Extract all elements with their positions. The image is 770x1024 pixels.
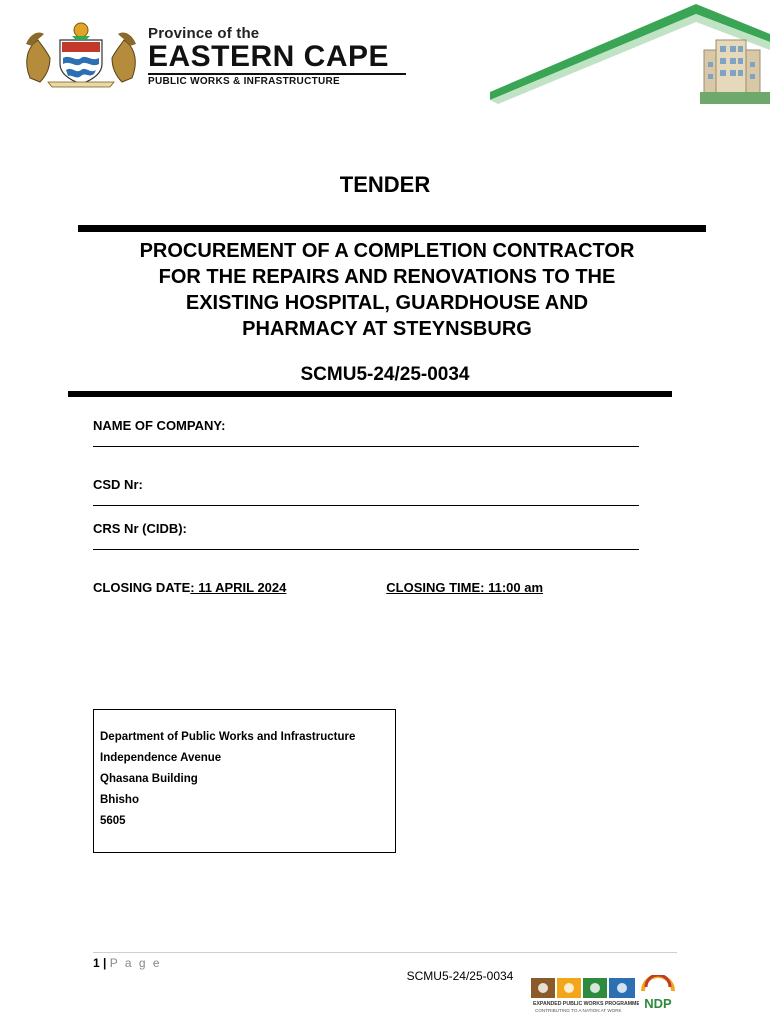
epwp-text: EXPANDED PUBLIC WORKS PROGRAMME bbox=[533, 1001, 639, 1007]
address-line: 5605 bbox=[100, 815, 126, 827]
title-rule-top bbox=[78, 225, 706, 232]
coat-of-arms-icon bbox=[20, 18, 142, 88]
address-line: Qhasana Building bbox=[100, 773, 198, 785]
company-name-label: NAME OF COMPANY: bbox=[93, 418, 226, 433]
province-line: Province of the bbox=[148, 25, 260, 42]
organisation-wordmark bbox=[148, 26, 410, 89]
address-line: Department of Public Works and Infrastructure bbox=[100, 731, 356, 743]
department-line: PUBLIC WORKS & INFRASTRUCTURE bbox=[148, 76, 341, 87]
title-rule-bottom bbox=[68, 391, 672, 397]
epwp-tagline: CONTRIBUTING TO A NATION AT WORK bbox=[535, 1008, 622, 1013]
project-title-line: PHARMACY AT STEYNSBURG bbox=[242, 318, 532, 340]
document-title: TENDER bbox=[339, 172, 431, 197]
csd-number-line bbox=[93, 505, 639, 506]
footer-divider bbox=[93, 952, 677, 953]
project-title-line: PROCUREMENT OF A COMPLETION CONTRACTOR bbox=[139, 240, 635, 262]
project-title bbox=[90, 238, 684, 342]
closing-date-label: CLOSING DATE bbox=[93, 580, 191, 595]
province-name: EASTERN CAPE bbox=[148, 40, 390, 73]
green-roof-building-banner bbox=[490, 0, 770, 104]
ndp-logo-icon bbox=[639, 975, 677, 1013]
footer-reference: SCMU5-24/25-0034 bbox=[406, 969, 514, 983]
page-number: 1 bbox=[93, 956, 100, 970]
address-line: Independence Avenue bbox=[100, 752, 222, 764]
tender-reference: SCMU5-24/25-0034 bbox=[300, 364, 470, 385]
page-indicator bbox=[93, 956, 162, 970]
closing-time: CLOSING TIME: 11:00 am bbox=[386, 580, 544, 595]
closing-date-value: : 11 APRIL 2024 bbox=[190, 580, 287, 595]
company-name-line bbox=[93, 446, 639, 447]
address-line: Bhisho bbox=[100, 794, 139, 806]
ndp-text: NDP bbox=[644, 996, 672, 1011]
page-separator: | bbox=[103, 956, 107, 970]
crs-number-line bbox=[93, 549, 639, 550]
epwp-logo-icon bbox=[529, 974, 639, 1014]
project-title-line: EXISTING HOSPITAL, GUARDHOUSE AND bbox=[185, 292, 589, 314]
crs-number-label: CRS Nr (CIDB): bbox=[93, 521, 187, 536]
closing-details bbox=[93, 580, 543, 595]
project-title-line: FOR THE REPAIRS AND RENOVATIONS TO THE bbox=[158, 266, 616, 288]
page-word: P a g e bbox=[109, 956, 162, 970]
csd-number-label: CSD Nr: bbox=[93, 477, 143, 492]
